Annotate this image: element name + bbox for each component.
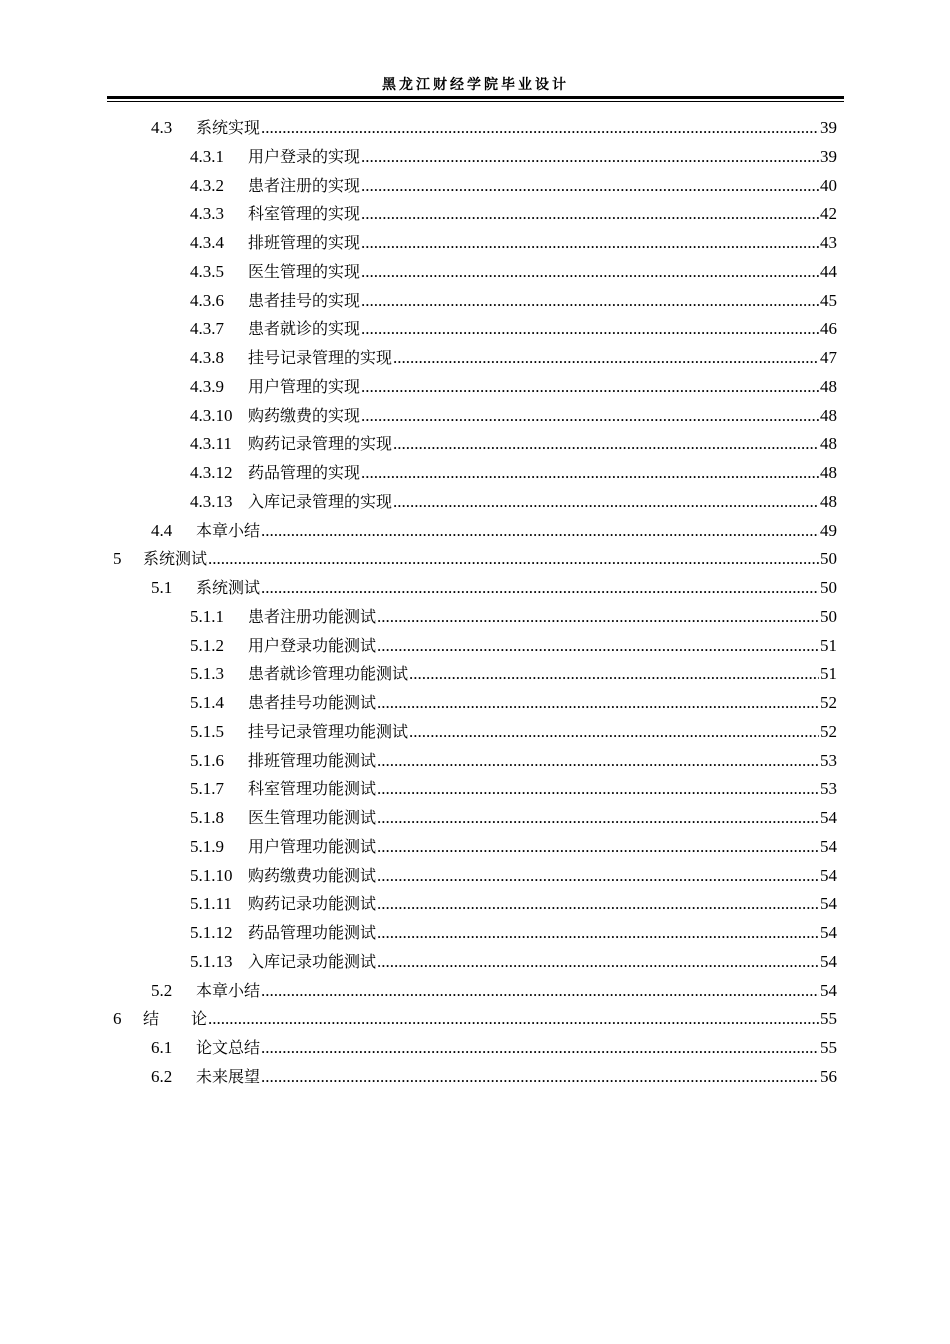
- toc-entry-page-number: 52: [820, 721, 837, 741]
- toc-dot-leader: [377, 890, 819, 918]
- toc-entry-title: 患者就诊的实现: [248, 319, 361, 339]
- toc-dot-leader: [377, 919, 819, 947]
- toc-entry-page-number: 54: [820, 894, 837, 914]
- toc-dot-leader: [377, 862, 819, 890]
- toc-dot-leader: [377, 833, 819, 861]
- toc-entry-page-number: 53: [820, 750, 837, 770]
- toc-entry-number: 4.3.7: [190, 319, 224, 339]
- toc-entry-title: 购药记录管理的实现: [248, 434, 393, 454]
- toc-entry[interactable]: [190, 919, 837, 947]
- toc-entry-title: 医生管理的实现: [248, 261, 361, 281]
- toc-entry[interactable]: [190, 603, 837, 631]
- toc-dot-leader: [208, 1005, 819, 1033]
- toc-entry[interactable]: [151, 517, 837, 545]
- toc-entry-number: 5.2: [151, 980, 173, 1000]
- toc-entry-number: 5.1.3: [190, 664, 224, 684]
- toc-entry-number: 5.1.5: [190, 721, 224, 741]
- toc-dot-leader: [377, 603, 819, 631]
- toc-entry-number: 4.3.9: [190, 376, 224, 396]
- toc-entry-page-number: 54: [820, 980, 837, 1000]
- toc-entry-title: 购药缴费功能测试: [248, 865, 377, 885]
- toc-entry-page-number: 50: [820, 578, 837, 597]
- toc-entry-number: 4.3.8: [190, 348, 224, 367]
- toc-entry-title: 排班管理的实现: [248, 233, 361, 252]
- toc-entry[interactable]: [151, 1034, 837, 1062]
- toc-entry[interactable]: [113, 1005, 837, 1033]
- toc-entry[interactable]: [190, 229, 837, 257]
- toc-entry[interactable]: [190, 143, 837, 171]
- toc-dot-leader: [261, 1034, 819, 1062]
- toc-entry-page-number: 48: [820, 405, 837, 425]
- toc-entry-page-number: 51: [820, 635, 837, 655]
- toc-entry-title: 医生管理功能测试: [248, 808, 377, 827]
- toc-entry-title: 患者就诊管理功能测试: [248, 664, 409, 684]
- toc-dot-leader: [361, 172, 819, 200]
- toc-entry-title: 患者挂号功能测试: [248, 693, 377, 712]
- toc-entry-title: 系统实现: [196, 118, 261, 137]
- toc-entry[interactable]: [190, 402, 837, 430]
- toc-entry-page-number: 54: [820, 923, 837, 942]
- toc-entry-title: 排班管理功能测试: [248, 750, 377, 770]
- toc-entry[interactable]: [151, 1063, 837, 1091]
- toc-entry-title: 药品管理的实现: [248, 463, 361, 482]
- toc-entry-page-number: 52: [820, 693, 837, 712]
- toc-entry-title: 用户管理的实现: [248, 376, 361, 396]
- toc-dot-leader: [377, 804, 819, 832]
- toc-entry-number: 5: [113, 549, 122, 569]
- toc-entry[interactable]: [190, 287, 837, 315]
- toc-entry-page-number: 49: [820, 520, 837, 540]
- toc-entry[interactable]: [190, 804, 837, 832]
- toc-entry-number: 4.3.1: [190, 146, 224, 166]
- toc-entry-title: 入库记录管理的实现: [248, 491, 393, 511]
- toc-entry-page-number: 39: [820, 118, 837, 137]
- toc-entry-page-number: 48: [820, 491, 837, 511]
- toc-entry-page-number: 48: [820, 376, 837, 396]
- toc-entry-title: 本章小结: [196, 980, 261, 1000]
- toc-entry-number: 6.2: [151, 1066, 173, 1086]
- toc-dot-leader: [377, 948, 819, 976]
- toc-dot-leader: [377, 747, 819, 775]
- toc-dot-leader: [361, 143, 819, 171]
- toc-entry[interactable]: [190, 747, 837, 775]
- toc-entry-title: 结 论: [143, 1009, 208, 1029]
- toc-entry-title: 挂号记录管理功能测试: [248, 721, 409, 741]
- toc-entry-page-number: 44: [820, 261, 837, 281]
- toc-entry-page-number: 48: [820, 434, 837, 454]
- toc-entry-page-number: 54: [820, 836, 837, 856]
- toc-entry-page-number: 43: [820, 233, 837, 252]
- toc-entry-page-number: 53: [820, 779, 837, 799]
- toc-entry[interactable]: [113, 545, 837, 573]
- toc-entry[interactable]: [190, 660, 837, 688]
- toc-entry-number: 5.1.11: [190, 894, 232, 914]
- toc-entry-page-number: 47: [820, 348, 837, 367]
- toc-entry-title: 科室管理的实现: [248, 204, 361, 224]
- toc-dot-leader: [393, 488, 819, 516]
- toc-entry-number: 6: [113, 1009, 122, 1029]
- toc-entry-page-number: 39: [820, 146, 837, 166]
- toc-entry-number: 5.1.8: [190, 808, 224, 827]
- toc-entry[interactable]: [190, 430, 837, 458]
- toc-entry[interactable]: [151, 114, 837, 142]
- toc-entry-title: 入库记录功能测试: [248, 951, 377, 971]
- toc-dot-leader: [409, 660, 819, 688]
- toc-entry-title: 购药记录功能测试: [248, 894, 377, 914]
- toc-entry[interactable]: [190, 632, 837, 660]
- toc-entry-page-number: 46: [820, 319, 837, 339]
- toc-dot-leader: [377, 775, 819, 803]
- toc-dot-leader: [361, 373, 819, 401]
- toc-entry[interactable]: [190, 718, 837, 746]
- toc-entry-page-number: 55: [820, 1038, 837, 1057]
- toc-dot-leader: [377, 632, 819, 660]
- toc-entry-page-number: 40: [820, 175, 837, 195]
- toc-entry-number: 5.1.4: [190, 693, 224, 712]
- header-rule-thin: [107, 101, 844, 102]
- toc-dot-leader: [361, 200, 819, 228]
- toc-dot-leader: [361, 229, 819, 257]
- page-header-title: 黑龙江财经学院毕业设计: [382, 77, 569, 93]
- toc-entry-number: 4.3.3: [190, 204, 224, 224]
- toc-dot-leader: [361, 402, 819, 430]
- toc-entry-number: 5.1.7: [190, 779, 224, 799]
- toc-dot-leader: [361, 287, 819, 315]
- toc-entry-page-number: 51: [820, 664, 837, 684]
- toc-dot-leader: [393, 344, 819, 372]
- header-rule-thick: [107, 96, 844, 99]
- toc-entry[interactable]: [151, 977, 837, 1005]
- toc-entry-number: 5.1.12: [190, 923, 233, 942]
- toc-entry-number: 4.3.5: [190, 261, 224, 281]
- toc-entry[interactable]: [190, 373, 837, 401]
- toc-dot-leader: [261, 114, 819, 142]
- toc-entry[interactable]: [190, 200, 837, 228]
- toc-entry[interactable]: [190, 172, 837, 200]
- toc-dot-leader: [261, 1063, 819, 1091]
- toc-entry[interactable]: [151, 574, 837, 602]
- toc-entry-number: 5.1.1: [190, 606, 224, 626]
- toc-entry[interactable]: [190, 775, 837, 803]
- toc-entry-title: 系统测试: [143, 549, 208, 569]
- toc-dot-leader: [377, 689, 819, 717]
- toc-entry-number: 4.3.13: [190, 491, 233, 511]
- toc-entry-number: 4.3.10: [190, 405, 233, 425]
- toc-entry-title: 患者注册功能测试: [248, 606, 377, 626]
- toc-dot-leader: [361, 459, 819, 487]
- toc-entry-title: 用户登录功能测试: [248, 635, 377, 655]
- toc-entry-number: 4.3.12: [190, 463, 233, 482]
- toc-entry[interactable]: [190, 890, 837, 918]
- toc-entry-title: 论文总结: [196, 1038, 261, 1057]
- toc-entry-number: 5.1.9: [190, 836, 224, 856]
- toc-entry-number: 4.3.2: [190, 175, 224, 195]
- toc-dot-leader: [261, 574, 819, 602]
- toc-entry-number: 4.3.4: [190, 233, 224, 252]
- toc-dot-leader: [361, 258, 819, 286]
- toc-entry-page-number: 48: [820, 463, 837, 482]
- toc-entry-number: 5.1.10: [190, 865, 233, 885]
- toc-entry-page-number: 56: [820, 1066, 837, 1086]
- toc-entry-number: 4.3.11: [190, 434, 232, 454]
- toc-entry[interactable]: [190, 948, 837, 976]
- toc-entry-number: 5.1: [151, 578, 173, 597]
- toc-entry-number: 5.1.6: [190, 750, 224, 770]
- toc-entry-title: 系统测试: [196, 578, 261, 597]
- toc-entry-title: 患者挂号的实现: [248, 290, 361, 310]
- toc-dot-leader: [261, 517, 819, 545]
- toc-entry-title: 科室管理功能测试: [248, 779, 377, 799]
- toc-entry-page-number: 54: [820, 951, 837, 971]
- toc-entry-page-number: 54: [820, 808, 837, 827]
- toc-entry-title: 用户登录的实现: [248, 146, 361, 166]
- toc-entry-page-number: 42: [820, 204, 837, 224]
- toc-dot-leader: [409, 718, 819, 746]
- toc-entry-number: 4.4: [151, 520, 173, 540]
- toc-entry[interactable]: [190, 258, 837, 286]
- toc-entry[interactable]: [190, 315, 837, 343]
- toc-entry[interactable]: [190, 459, 837, 487]
- toc-entry[interactable]: [190, 488, 837, 516]
- toc-entry-page-number: 54: [820, 865, 837, 885]
- toc-entry-page-number: 50: [820, 606, 837, 626]
- toc-dot-leader: [393, 430, 819, 458]
- toc-entry-page-number: 50: [820, 549, 837, 569]
- toc-entry[interactable]: [190, 344, 837, 372]
- toc-entry-number: 5.1.13: [190, 951, 233, 971]
- toc-entry-title: 本章小结: [196, 520, 261, 540]
- toc-entry[interactable]: [190, 689, 837, 717]
- toc-entry-number: 5.1.2: [190, 635, 224, 655]
- toc-entry-title: 购药缴费的实现: [248, 405, 361, 425]
- toc-entry-page-number: 55: [820, 1009, 837, 1029]
- toc-entry-number: 4.3.6: [190, 290, 224, 310]
- toc-entry[interactable]: [190, 862, 837, 890]
- toc-dot-leader: [208, 545, 819, 573]
- toc-entry-title: 未来展望: [196, 1066, 261, 1086]
- toc-entry-title: 患者注册的实现: [248, 175, 361, 195]
- toc-entry-number: 6.1: [151, 1038, 173, 1057]
- toc-entry-number: 4.3: [151, 118, 173, 137]
- toc-entry-page-number: 45: [820, 290, 837, 310]
- toc-entry-title: 挂号记录管理的实现: [248, 348, 393, 367]
- toc-dot-leader: [361, 315, 819, 343]
- toc-dot-leader: [261, 977, 819, 1005]
- toc-entry-title: 药品管理功能测试: [248, 923, 377, 942]
- toc-entry-title: 用户管理功能测试: [248, 836, 377, 856]
- toc-entry[interactable]: [190, 833, 837, 861]
